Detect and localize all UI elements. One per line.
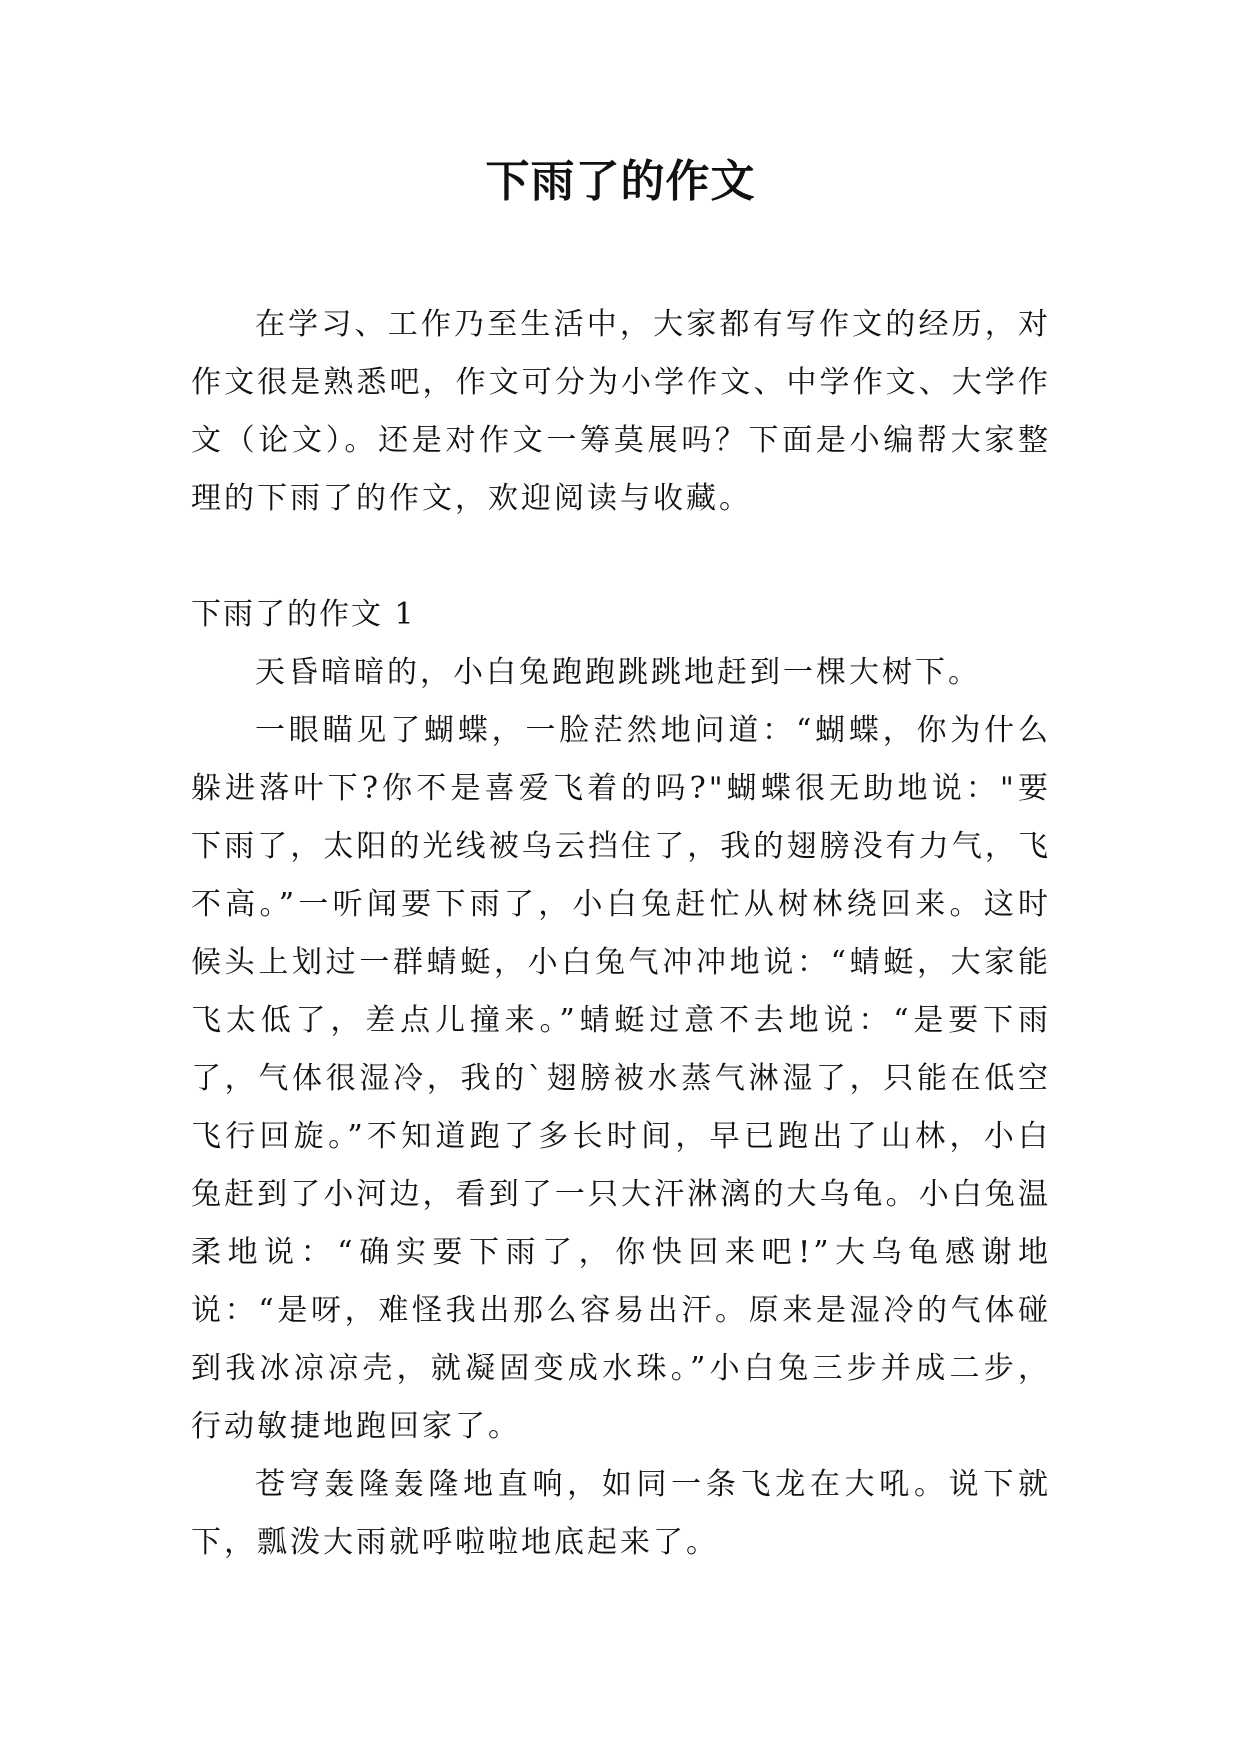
intro-paragraph: 在学习、工作乃至生活中，大家都有写作文的经历，对作文很是熟悉吧，作文可分为小学作文、中学作文、大学作文（论文）。还是对作文一筹莫展吗？下面是小编帮大家整理的下雨了的作文，欢迎阅读与收藏。	[191, 307, 1051, 516]
section-heading: 下雨了的作文 1	[191, 597, 416, 632]
body-paragraph-3: 苍穹轰隆轰隆地直响，如同一条飞龙在大吼。说下就下，瓢泼大雨就呼啦啦地底起来了。	[191, 1467, 1051, 1560]
body-paragraph-1: 天昏暗暗的，小白兔跑跑跳跳地赶到一棵大树下。	[255, 655, 981, 690]
document-body	[191, 296, 1051, 1572]
document-title: 下雨了的作文	[485, 156, 756, 207]
body-paragraph-2: 一眼瞄见了蝴蝶，一脸茫然地问道：“蝴蝶，你为什么躲进落叶下?你不是喜爱飞着的吗?"蝴蝶很无助地说："要下雨了，太阳的光线被乌云挡住了，我的翅膀没有力气，飞不高。”一听闻要下雨了，小白兔赶忙从树林绕回来。这时候头上划过一群蜻蜓，小白兔气冲冲地说：“蜻蜓，大家能飞太低了，差点儿撞来。”蜻蜓过意不去地说：“是要下雨了，气体很湿冷，我的`翅膀被水蒸气淋湿了，只能在低空飞行回旋。”不知道跑了多长时间，早已跑出了山林，小白兔赶到了小河边，看到了一只大汗淋漓的大乌龟。小白兔温柔地说：“确实要下雨了，你快回来吧!”大乌龟感谢地说：“是呀，难怪我出那么容易出汗。原来是湿冷的气体碰到我冰凉凉壳，就凝固变成水珠。”小白兔三步并成二步，行动敏捷地跑回家了。	[191, 713, 1051, 1444]
